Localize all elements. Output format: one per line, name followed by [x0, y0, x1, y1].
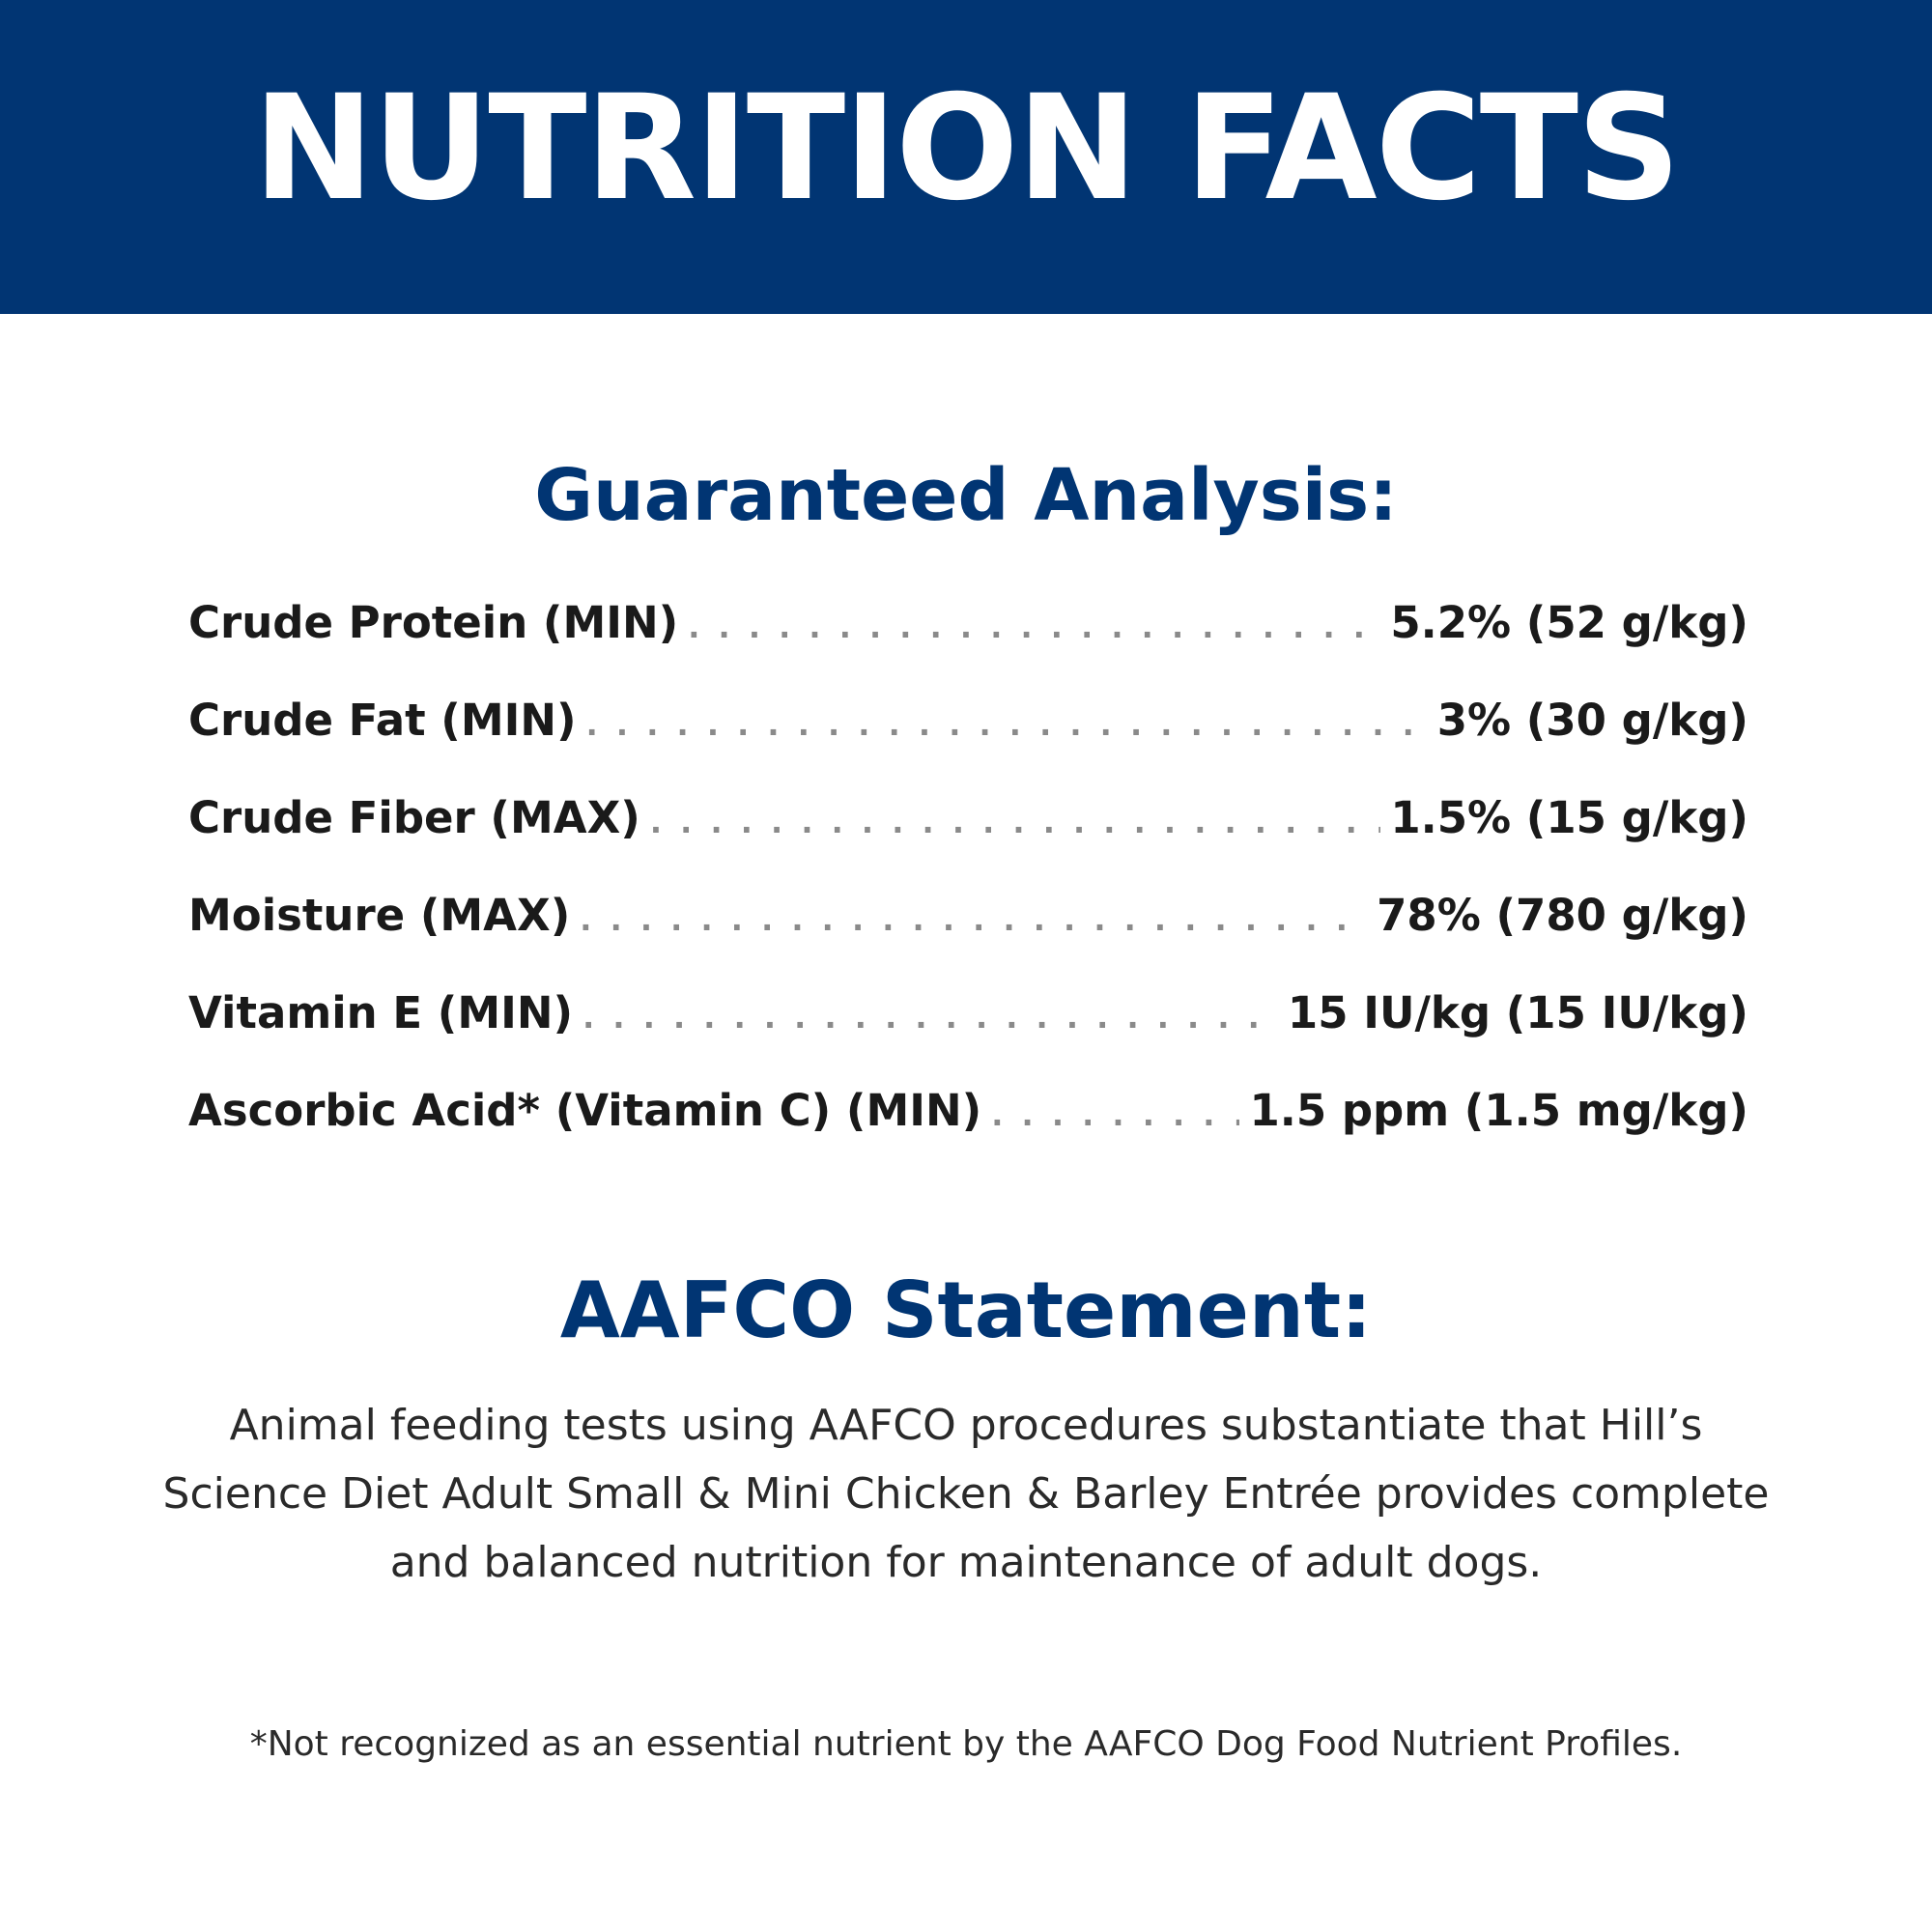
guaranteed-analysis-heading: Guaranteed Analysis:: [534, 454, 1398, 537]
analysis-value: 15 IU/kg (15 IU/kg): [1287, 987, 1748, 1038]
footnote: *Not recognized as an essential nutrient by the AAFCO Dog Food Nutrient Profiles.: [249, 1724, 1683, 1764]
title-banner: [0, 0, 1932, 314]
analysis-row-ascorbic-acid: [188, 1085, 1748, 1182]
analysis-value: 78% (780 g/kg): [1377, 890, 1748, 941]
dot-leader: [688, 597, 1380, 648]
analysis-value: 1.5 ppm (1.5 mg/kg): [1249, 1085, 1748, 1136]
analysis-name: Ascorbic Acid* (Vitamin C) (MIN): [188, 1085, 982, 1136]
dot-leader: [650, 792, 1380, 843]
analysis-value: 5.2% (52 g/kg): [1390, 597, 1748, 648]
dot-leader: [582, 987, 1278, 1038]
analysis-value: 3% (30 g/kg): [1436, 695, 1748, 746]
dot-leader: [580, 890, 1367, 941]
page-title: NUTRITION FACTS: [252, 64, 1680, 233]
analysis-name: Vitamin E (MIN): [188, 987, 574, 1038]
analysis-row-moisture: [188, 890, 1748, 987]
analysis-name: Moisture (MAX): [188, 890, 571, 941]
analysis-name: Crude Fat (MIN): [188, 695, 577, 746]
analysis-name: Crude Protein (MIN): [188, 597, 679, 648]
guaranteed-analysis-list: [188, 597, 1748, 1182]
dot-leader: [991, 1085, 1239, 1136]
analysis-value: 1.5% (15 g/kg): [1390, 792, 1748, 843]
analysis-row-crude-fiber: [188, 792, 1748, 890]
dot-leader: [586, 695, 1428, 746]
aafco-statement-text: Animal feeding tests using AAFCO procedures substantiate that Hill’s Science Diet Adult Small & Mini Chicken & Barley Entrée provides complete and balanced nutrition for maintenance of adult dogs.: [162, 1401, 1770, 1587]
analysis-row-vitamin-e: [188, 987, 1748, 1085]
analysis-name: Crude Fiber (MAX): [188, 792, 640, 843]
aafco-heading: AAFCO Statement:: [559, 1265, 1373, 1355]
analysis-row-crude-fat: [188, 695, 1748, 792]
analysis-row-crude-protein: [188, 597, 1748, 695]
